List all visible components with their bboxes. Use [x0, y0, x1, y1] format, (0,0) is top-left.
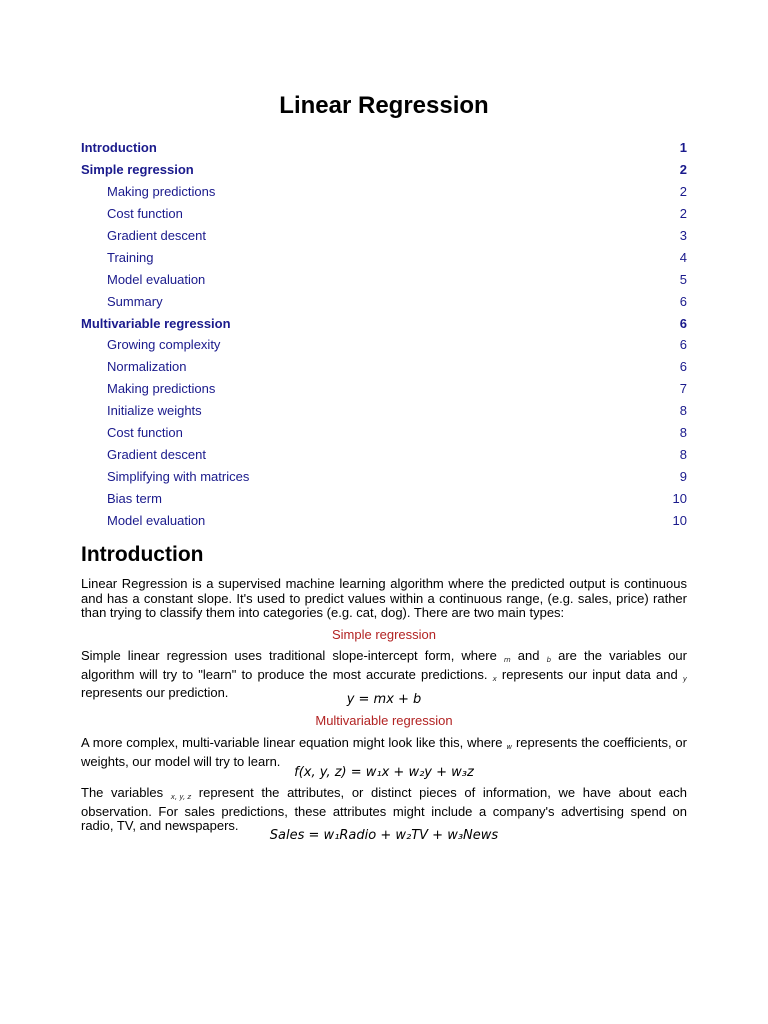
toc-item-page: 8	[679, 403, 687, 419]
math-variable: b	[546, 656, 552, 664]
toc-item-label: Making predictions	[107, 381, 216, 397]
paragraph-text: The variables	[81, 785, 164, 800]
toc-item-label: Gradient descent	[107, 446, 207, 462]
toc-item-page: 6	[679, 315, 687, 331]
math-variable: w	[506, 743, 513, 751]
toc-item-label: Simple regression	[81, 162, 194, 178]
toc-item[interactable]	[81, 509, 687, 531]
multivariable-regression-subheading: Multivariable regression	[315, 713, 453, 728]
paragraph-text: represent the attributes, or distinct pieces of information, we have about each observation. For sales predictions, these attributes might include a company's advertising spend on radio, TV, and newspapers.	[81, 785, 687, 834]
toc-item-page: 2	[679, 206, 687, 222]
toc-item[interactable]	[81, 356, 687, 378]
toc-item[interactable]	[81, 181, 687, 203]
toc-item-label: Training	[107, 249, 154, 265]
table-of-contents	[81, 137, 687, 531]
intro-paragraph: Linear Regression is a supervised machine learning algorithm where the predicted output is continuous and has a constant slope. It's used to predict values within a continuous range, (e.g. sales, price) rather than trying to classify them into categories (e.g. cat, dog). There are two main types:	[81, 576, 687, 621]
toc-item[interactable]	[81, 203, 687, 225]
toc-item[interactable]	[81, 487, 687, 509]
toc-item[interactable]	[81, 246, 687, 268]
toc-item-label: Growing complexity	[107, 337, 221, 353]
section-heading-introduction: Introduction	[81, 543, 204, 566]
toc-item[interactable]	[81, 422, 687, 444]
paragraph-text: Simple linear regression uses traditional slope-intercept form, where	[81, 648, 497, 663]
paragraph-text: represents our prediction.	[81, 685, 229, 701]
toc-item-page: 9	[679, 468, 687, 484]
paragraph-text: A more complex, multi-variable linear equation might look like this, where	[81, 735, 503, 750]
toc-item[interactable]	[81, 378, 687, 400]
toc-item-page: 5	[679, 271, 687, 287]
toc-item[interactable]	[81, 290, 687, 312]
toc-item[interactable]	[81, 465, 687, 487]
toc-item-page: 7	[679, 381, 687, 397]
toc-item[interactable]	[81, 159, 687, 181]
toc-item-label: Normalization	[107, 359, 187, 375]
equation-slope-intercept: y = mx + b	[346, 692, 422, 707]
toc-item-page: 6	[679, 359, 687, 375]
toc-item-label: Making predictions	[107, 184, 216, 200]
paragraph-text: represents our input data and	[501, 666, 678, 682]
toc-item-label: Summary	[107, 293, 163, 309]
toc-item-label: Cost function	[107, 206, 183, 222]
toc-item[interactable]	[81, 137, 687, 159]
toc-item-page: 8	[679, 446, 687, 462]
paragraph-text: are the variables our algorithm will try to "learn" to produce the most accurate predictions.	[81, 648, 687, 682]
toc-item-page: 6	[679, 293, 687, 309]
page-title: Linear Regression	[279, 92, 489, 119]
paragraph-text: represents the coefficients, or weights, our model will try to learn.	[81, 735, 687, 769]
toc-item-label: Model evaluation	[107, 512, 206, 528]
toc-item-label: Simplifying with matrices	[107, 468, 250, 484]
paragraph-text: and	[517, 648, 540, 663]
toc-item-page: 2	[679, 184, 687, 200]
toc-item-label: Gradient descent	[107, 228, 207, 243]
toc-item-label: Bias term	[107, 490, 162, 506]
toc-item-page: 8	[679, 425, 687, 441]
toc-item[interactable]	[81, 400, 687, 422]
toc-item-label: Cost function	[107, 425, 183, 441]
toc-item-label: Introduction	[81, 140, 157, 156]
math-variable: x, y, z	[170, 793, 192, 801]
toc-item-page: 1	[679, 140, 687, 156]
toc-item-label: Model evaluation	[107, 271, 206, 287]
variables-paragraph	[81, 786, 687, 834]
toc-item[interactable]	[81, 312, 687, 334]
toc-item-label: Multivariable regression	[81, 315, 231, 331]
toc-item-page: 3	[679, 228, 687, 243]
toc-item-page: 6	[679, 337, 687, 353]
equation-multivariable: f(x, y, z) = w₁x + w₂y + w₃z	[294, 765, 474, 780]
math-variable: x	[492, 674, 497, 683]
toc-item-page: 4	[679, 249, 687, 265]
toc-item[interactable]	[81, 334, 687, 356]
toc-item-page: 10	[672, 490, 687, 506]
simple-regression-subheading: Simple regression	[331, 627, 437, 642]
toc-item-label: Initialize weights	[107, 403, 202, 419]
equation-sales: Sales = w₁Radio + w₂TV + w₃News	[269, 828, 499, 843]
math-variable: m	[503, 656, 511, 664]
math-variable: y	[682, 674, 687, 683]
toc-item-page: 10	[672, 512, 687, 528]
toc-item[interactable]	[81, 268, 687, 290]
toc-item[interactable]	[81, 443, 687, 465]
toc-item[interactable]	[81, 225, 687, 247]
toc-item-page: 2	[679, 162, 687, 178]
